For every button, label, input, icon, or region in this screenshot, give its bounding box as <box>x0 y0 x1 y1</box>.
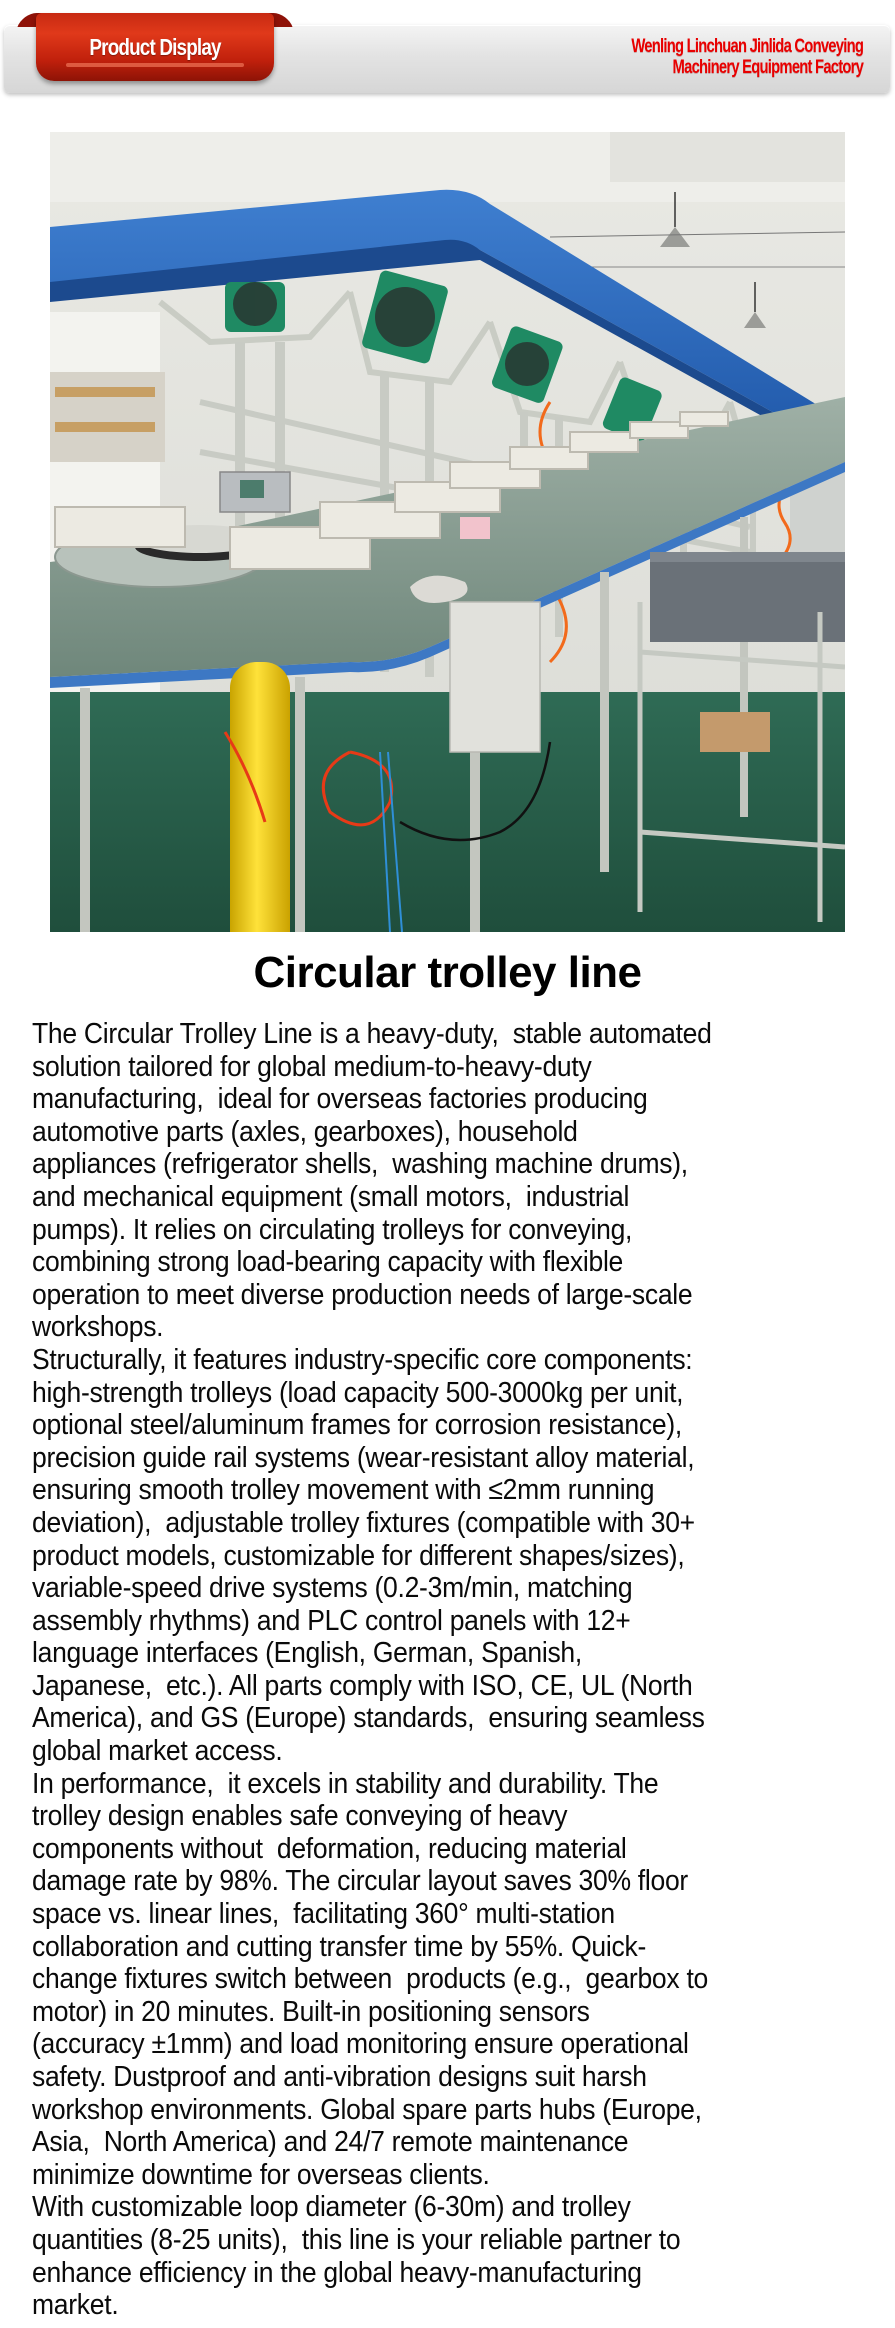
description-line: global market access. <box>32 1735 283 1768</box>
description-line: automotive parts (axles, gearboxes), household <box>32 1115 578 1148</box>
description-line: pumps). It relies on circulating trolleys for conveying, <box>32 1213 633 1246</box>
trolley-line-photo-illustration <box>50 132 845 932</box>
description-line: operation to meet diverse production needs of large-scale <box>32 1278 693 1311</box>
description-line: manufacturing, ideal for overseas factories producing <box>32 1083 648 1116</box>
description-line: Asia, North America) and 24/7 remote maintenance <box>32 2126 629 2159</box>
description-line: Japanese, etc.). All parts comply with ISO, CE, UL (North <box>32 1669 693 1702</box>
product-title: Circular trolley line <box>253 948 642 997</box>
description-line: damage rate by 98%. The circular layout saves 30% floor <box>32 1865 688 1898</box>
description-line: America), and GS (Europe) standards, ensuring seamless <box>32 1702 705 1735</box>
description-line: assembly rhythms) and PLC control panels with 12+ <box>32 1604 631 1637</box>
product-photo <box>50 132 845 932</box>
description-line: and mechanical equipment (small motors, industrial <box>32 1180 630 1213</box>
description-line: language interfaces (English, German, Spanish, <box>32 1637 582 1670</box>
description-line: trolley design enables safe conveying of heavy <box>32 1800 568 1833</box>
description-line: market. <box>32 2289 119 2322</box>
header-banner <box>0 0 895 100</box>
product-display-ribbon <box>36 13 274 81</box>
description-line: product models, customizable for different shapes/sizes), <box>32 1539 685 1572</box>
description-line: Structurally, it features industry-specific core components: <box>32 1343 693 1376</box>
company-name <box>631 36 863 78</box>
description-line: optional steel/aluminum frames for corrosion resistance), <box>32 1409 682 1442</box>
company-name-line-2: Machinery Equipment Factory <box>672 57 863 78</box>
section-label: Product Display <box>89 33 221 60</box>
description-line: workshops. <box>32 1311 164 1344</box>
product-description <box>32 1018 892 2322</box>
description-line: ensuring smooth trolley movement with ≤2mm running <box>32 1474 655 1507</box>
description-line: With customizable loop diameter (6-30m) and trolley <box>32 2191 631 2224</box>
description-line: variable-speed drive systems (0.2-3m/min, matching <box>32 1572 633 1605</box>
description-line: collaboration and cutting transfer time by 55%. Quick- <box>32 1930 647 1963</box>
description-line: motor) in 20 minutes. Built-in positioning sensors <box>32 1995 590 2028</box>
description-line: change fixtures switch between products (e.g., gearbox to <box>32 1963 709 1996</box>
description-line: appliances (refrigerator shells, washing machine drums), <box>32 1148 688 1181</box>
description-line: precision guide rail systems (wear-resistant alloy material, <box>32 1441 695 1474</box>
description-line: space vs. linear lines, facilitating 360° multi-station <box>32 1898 615 1931</box>
description-line: high-strength trolleys (load capacity 500-3000kg per unit, <box>32 1376 684 1409</box>
description-line: quantities (8-25 units), this line is your reliable partner to <box>32 2223 681 2256</box>
description-line: combining strong load-bearing capacity with flexible <box>32 1246 624 1279</box>
description-line: (accuracy ±1mm) and load monitoring ensure operational <box>32 2028 689 2061</box>
description-line: safety. Dustproof and anti-vibration designs suit harsh <box>32 2061 647 2093</box>
ribbon-shine <box>66 63 244 67</box>
description-line: solution tailored for global medium-to-heavy-duty <box>32 1050 592 1083</box>
description-line: components without deformation, reducing material <box>32 1832 627 1865</box>
description-line: The Circular Trolley Line is a heavy-duty, stable automated <box>32 1018 712 1050</box>
description-line: deviation), adjustable trolley fixtures (compatible with 30+ <box>32 1506 695 1539</box>
description-line: In performance, it excels in stability and durability. The <box>32 1767 659 1800</box>
company-name-line-1: Wenling Linchuan Jinlida Conveying <box>631 36 863 57</box>
description-line: minimize downtime for overseas clients. <box>32 2158 490 2191</box>
description-line: enhance efficiency in the global heavy-manufacturing <box>32 2256 642 2289</box>
description-line: workshop environments. Global spare parts hubs (Europe, <box>32 2093 702 2126</box>
